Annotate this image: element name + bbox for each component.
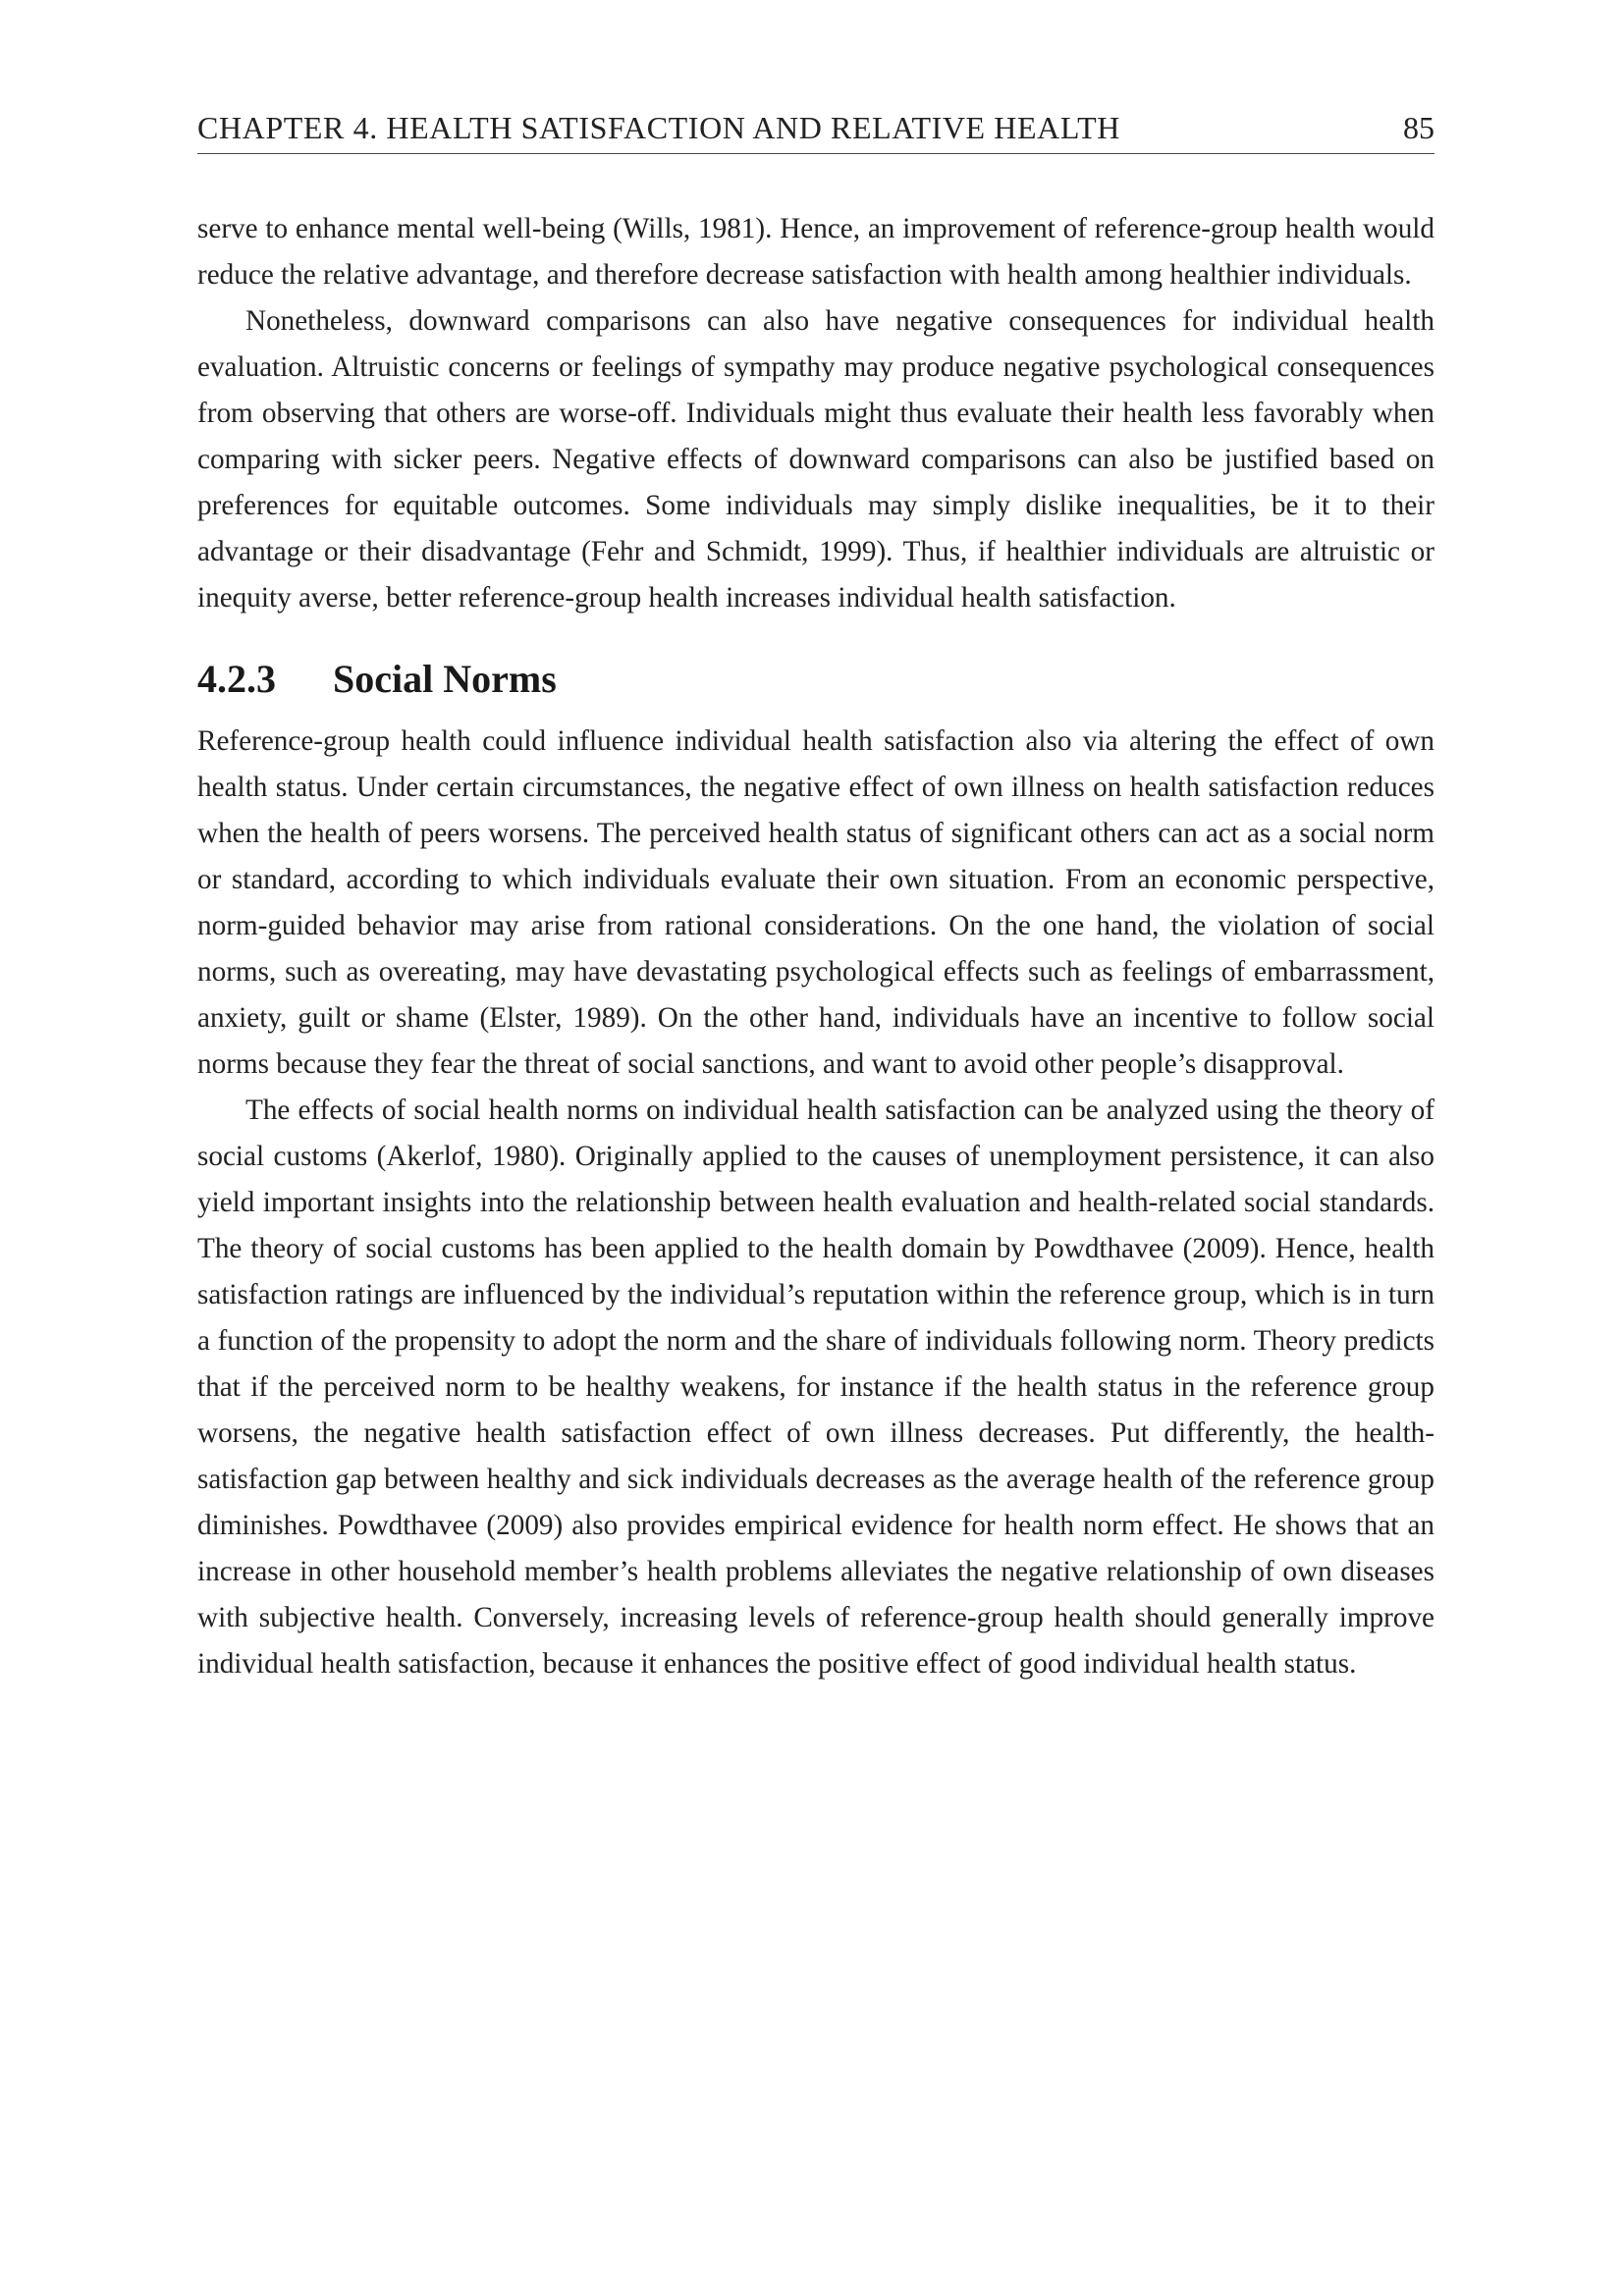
running-header — [197, 108, 1435, 154]
section-title: Social Norms — [333, 657, 557, 701]
chapter-title: CHAPTER 4. HEALTH SATISFACTION AND RELATIVE HEALTH — [197, 110, 1120, 145]
paragraph: Reference-group health could influence individual health satisfaction also via altering the effect of own health status. Under certain circumstances, the negative effect of own illness on health satisfaction reduces when the health of peers worsens. The perceived health status of significant others can act as a social norm or standard, according to which individuals evaluate their own situation. From an economic perspective, norm-guided behavior may arise from rational considerations. On the one hand, the violation of social norms, such as overeating, may have devastating psychological effects such as feelings of embarrassment, anxiety, guilt or shame (Elster, 1989). On the other hand, individuals have an incentive to follow social norms because they fear the threat of social sanctions, and want to avoid other people’s disapproval. — [197, 725, 1435, 1080]
section-heading — [197, 652, 1435, 707]
body-text — [197, 206, 1435, 1687]
page-number: 85 — [1403, 110, 1435, 145]
paragraph: The effects of social health norms on individual health satisfaction can be analyzed using the theory of social customs (Akerlof, 1980). Originally applied to the causes of unemployment persistence, it can also yield important insights into the relationship between health evaluation and health-related social standards. The theory of social customs has been applied to the health domain by Powdthavee (2009). Hence, health satisfaction ratings are influenced by the individual’s reputation within the reference group, which is in turn a function of the propensity to adopt the norm and the share of individuals following norm. Theory predicts that if the perceived norm to be healthy weakens, for instance if the health status in the reference group worsens, the negative health satisfaction effect of own illness decreases. Put differently, the health-satisfaction gap between healthy and sick individuals decreases as the average health of the reference group diminishes. Powdthavee (2009) also provides empirical evidence for health norm effect. He shows that an increase in other household member’s health problems alleviates the negative relationship of own diseases with subjective health. Conversely, increasing levels of reference-group health should generally improve individual health satisfaction, because it enhances the positive effect of good individual health status. — [197, 1095, 1435, 1680]
section-number: 4.2.3 — [197, 657, 276, 701]
paragraph: Nonetheless, downward comparisons can also have negative consequences for individual health evaluation. Altruistic concerns or feelings of sympathy may produce negative psychological consequences from observing that others are worse-off. Individuals might thus evaluate their health less favorably when comparing with sicker peers. Negative effects of downward comparisons can also be justified based on preferences for equitable outcomes. Some individuals may simply dislike inequalities, be it to their advantage or their disadvantage (Fehr and Schmidt, 1999). Thus, if healthier individuals are altruistic or inequity averse, better reference-group health increases individual health satisfaction. — [197, 305, 1435, 614]
paragraph: serve to enhance mental well-being (Wills, 1981). Hence, an improvement of reference-group health would reduce the relative advantage, and therefore decrease satisfaction with health among healthier individuals. — [197, 213, 1435, 291]
